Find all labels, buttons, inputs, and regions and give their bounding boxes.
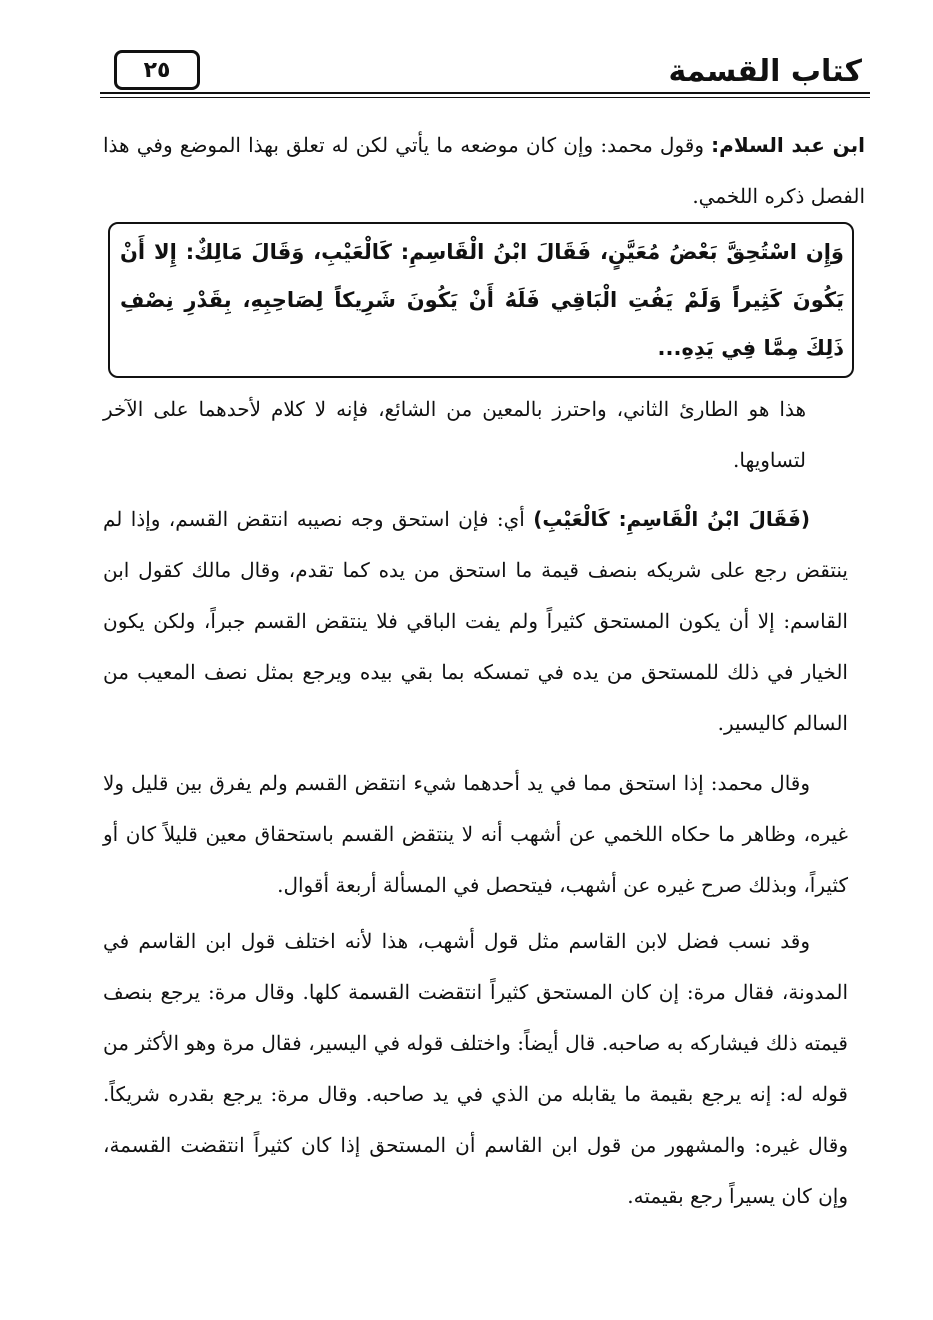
header-divider bbox=[100, 92, 870, 94]
page-header bbox=[100, 42, 870, 102]
matn-quote-text: وَإِن اسْتُحِقَّ بَعْضُ مُعَيَّنٍ، فَقَالَ ابْنُ الْقَاسِمِ: كَالْعَيْبِ، وَقَالَ مَالِكٌ: إِلا أَنْ يَكُونَ كَثِيراً وَلَمْ يَفُتِ الْبَاقِي فَلَهُ أَنْ يَكُونَ شَرِيكاً لِصَاحِبِهِ، بِقَدْرِ نِصْفِ ذَلِكَ مِمَّا فِي يَدِهِ... bbox=[120, 240, 844, 360]
paragraph-ibn-abd-al-salam bbox=[103, 120, 865, 222]
page-number: ٢٥ bbox=[114, 50, 200, 90]
speaker-label: ابن عبد السلام: bbox=[711, 133, 865, 157]
book-title: كتاب القسمة bbox=[668, 54, 862, 89]
paragraph-text: أي: فإن استحق وجه نصيبه انتقض القسم، وإذا لم ينتقض رجع على شريكه بنصف قيمة ما استحق من يده كما تقدم، وقال مالك كقول ابن القاسم: إلا أن يكون المستحق كثيراً ولم يفت الباقي فلا ينتقض القسم جبراً، ولكن يكون الخيار في ذلك للمستحق من يده في تمسكه بما بقي بيده ويرجع بمثل نصف المعيب من السالم كاليسير. bbox=[103, 507, 848, 735]
paragraph-commentary-2 bbox=[103, 494, 848, 749]
paragraph-commentary-3: وقال محمد: إذا استحق مما في يد أحدهما شيء انتقض القسم ولم يفرق بين قليل ولا غيره، وظاهر ما حكاه اللخمي عن أشهب أنه لا ينتقض القسم باستحقاق معين قليلاً كان أو كثيراً، وبذلك صرح غيره عن أشهب، فيتحصل في المسألة أربعة أقوال. bbox=[103, 771, 848, 897]
paragraph-commentary-1: هذا هو الطارئ الثاني، واحترز بالمعين من الشائع، فإنه لا كلام لأحدهما على الآخر لتساويها. bbox=[103, 397, 806, 472]
quoted-matn: (فَقَالَ ابْنُ الْقَاسِمِ: كَالْعَيْبِ) bbox=[533, 507, 811, 531]
paragraph-commentary-4: وقد نسب فضل لابن القاسم مثل قول أشهب، هذا لأنه اختلف قول ابن القاسم في المدونة، فقال مرة: إن كان المستحق كثيراً انتقضت القسمة كلها. وقال مرة: يرجع بنصف قيمته ذلك فيشاركه به صاحبه. قال أيضاً: واختلف قوله في اليسير، فقال مرة وهو الأكثر من قوله له: إنه يرجع بقيمة ما يقابله من الذي في يد صاحبه. وقال مرة: يرجع بقدره شريكاً. وقال غيره: والمشهور من قول ابن القاسم أن المستحق إذا كان كثيراً انتقضت القسمة، وإن كان يسيراً رجع بقيمته. bbox=[103, 929, 848, 1208]
paragraph-text: وقول محمد: وإن كان موضعه ما يأتي لكن له تعلق بهذا الموضع وفي هذا الفصل ذكره اللخمي. bbox=[103, 133, 865, 208]
header-divider-thin bbox=[100, 97, 870, 98]
